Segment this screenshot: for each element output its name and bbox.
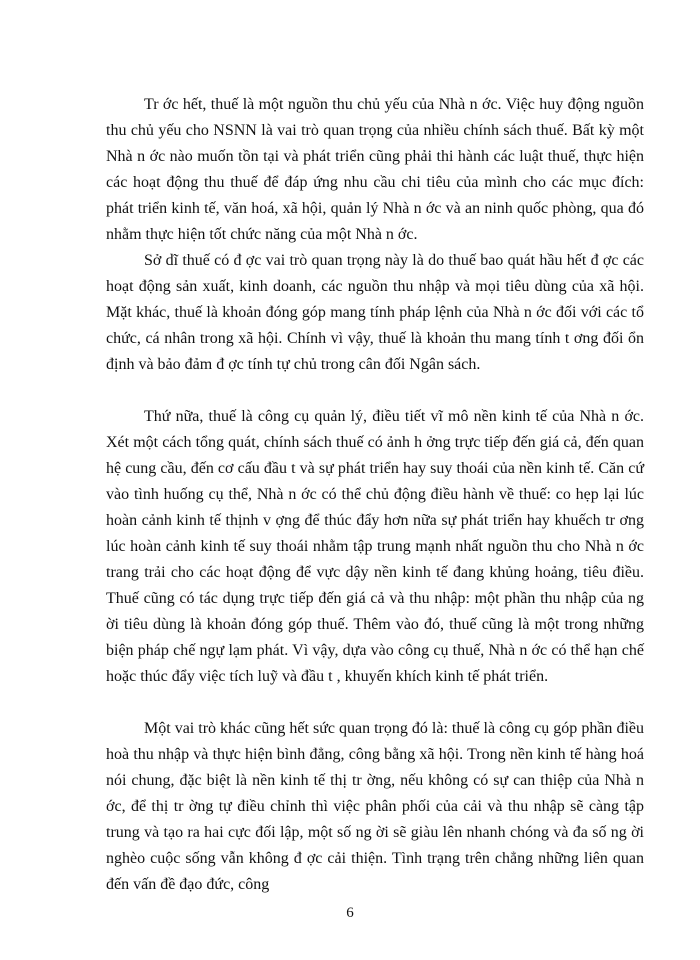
paragraph-macro-management: Thứ nữa, thuế là công cụ quản lý, điều tiết vĩ mô nền kinh tế của Nhà n ớc. Xét một cách tổng quát, chính sách thuế có ảnh h ởng trực tiếp đến giá cả, đến quan hệ cung cầu, đến cơ cấu đầu t và sự phát triển hay suy thoái của nền kinh tế. Căn cứ vào tình huống cụ thể, Nhà n ớc có thể chủ động điều hành về thuế: co hẹp lại lúc hoàn cảnh kinh tế thịnh v ợng để thúc đẩy hơn nữa sự phát triển hay khuếch tr ơng lúc hoàn cảnh kinh tế suy thoái nhằm tập trung mạnh nhất nguồn thu cho Nhà n ớc trang trải cho các hoạt động để vực dậy nền kinh tế đang khủng hoảng, tiêu điều. Thuế cũng có tác dụng trực tiếp đến giá cả và thu nhập: một phần thu nhập của ng ời tiêu dùng là khoản đóng góp thuế. Thêm vào đó, thuế cũng là một trong những biện pháp chế ngự lạm phát. Vì vậy, dựa vào công cụ thuế, Nhà n ớc có thể hạn chế hoặc thúc đẩy việc tích luỹ và đầu t , khuyến khích kinh tế phát triển. (106, 408, 644, 685)
paragraph-tax-coverage: Sở dĩ thuế có đ ợc vai trò quan trọng này là do thuế bao quát hầu hết đ ợc các hoạt động sản xuất, kinh doanh, các nguồn thu nhập và mọi tiêu dùng của xã hội. Mặt khác, thuế là khoản đóng góp mang tính pháp lệnh của Nhà n ớc đối với các tổ chức, cá nhân trong xã hội. Chính vì vậy, thuế là khoản thu mang tính t ơng đối ổn định và bảo đảm đ ợc tính tự chủ trong cân đối Ngân sách. (106, 252, 644, 373)
paragraph-tax-revenue-source: Tr ớc hết, thuế là một nguồn thu chủ yếu của Nhà n ớc. Việc huy động nguồn thu chủ yếu cho NSNN là vai trò quan trọng của nhiều chính sách thuế. Bất kỳ một Nhà n ớc nào muốn tồn tại và phát triển cũng phải thi hành các luật thuế, thực hiện các hoạt động thu thuế để đáp ứng nhu cầu chi tiêu của mình cho các mục đích: phát triển kinh tế, văn hoá, xã hội, quản lý Nhà n ớc và an ninh quốc phòng, qua đó nhằm thực hiện tốt chức năng của một Nhà n ớc. (106, 96, 644, 243)
paragraph-income-equality: Một vai trò khác cũng hết sức quan trọng đó là: thuế là công cụ góp phần điều hoà thu nhập và thực hiện bình đẳng, công bằng xã hội. Trong nền kinh tế hàng hoá nói chung, đặc biệt là nền kinh tế thị tr ờng, nếu không có sự can thiệp của Nhà n ớc, để thị tr ờng tự điều chỉnh thì việc phân phối của cải và thu nhập sẽ càng tập trung và tạo ra hai cực đối lập, một số ng ời sẽ giàu lên nhanh chóng và đa số ng ời nghèo cuộc sống vẫn không đ ợc cải thiện. Tình trạng trên chẳng những liên quan đến vấn đề đạo đức, công (106, 720, 644, 893)
page-number: 6 (346, 905, 354, 921)
